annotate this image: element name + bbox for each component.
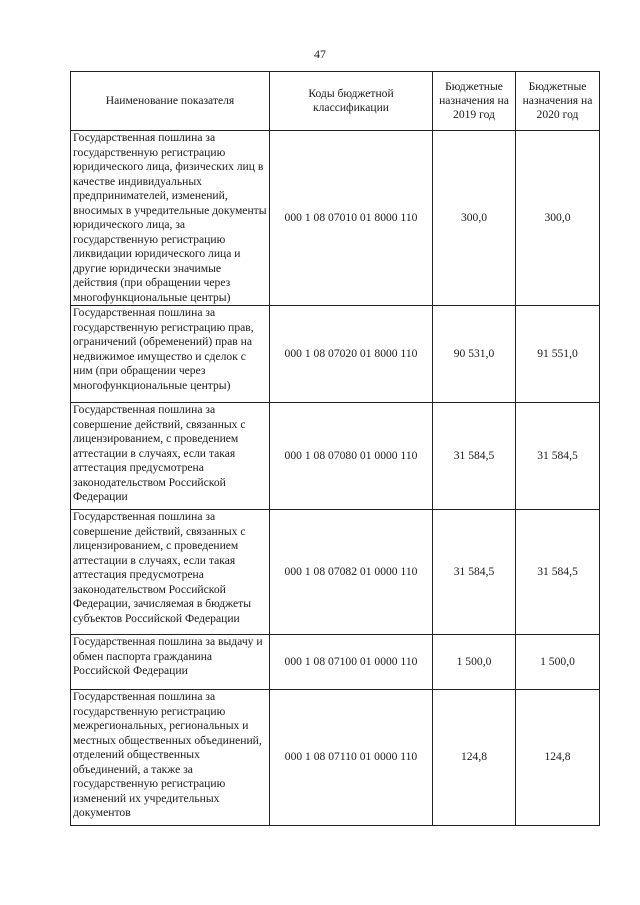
budget-code: 000 1 08 07110 01 0000 110 (270, 690, 433, 826)
header-budget-2019: Бюджетные назначения на 2019 год (433, 72, 516, 131)
header-indicator-name: Наименование показателя (71, 72, 270, 131)
budget-code: 000 1 08 07082 01 0000 110 (270, 510, 433, 635)
value-2019: 1 500,0 (433, 635, 516, 690)
table-row (71, 635, 600, 690)
page-number: 47 (314, 47, 326, 61)
indicator-name: Государственная пошлина за государственную регистрацию межрегиональных, региональных и местных общественных объединений, отделений общественных объединений, а также за государственную регистрацию изменений их учредительных документов (71, 690, 270, 826)
value-2019: 31 584,5 (433, 403, 516, 510)
budget-table (70, 71, 600, 826)
table-row (71, 403, 600, 510)
header-budget-code: Коды бюджетной классификации (270, 72, 433, 131)
indicator-name: Государственная пошлина за государственную регистрацию прав, ограничений (обременений) прав на недвижимое имущество и сделок с ним (при обращении через многофункциональные центры) (71, 306, 270, 403)
indicator-name: Государственная пошлина за совершение действий, связанных с лицензированием, с проведением аттестации в случаях, если такая аттестация предусмотрена законодательством Российской Федерации, зачисляемая в бюджеты субъектов Российской Федерации (71, 510, 270, 635)
value-2020: 1 500,0 (516, 635, 600, 690)
budget-code: 000 1 08 07010 01 8000 110 (270, 131, 433, 306)
indicator-name: Государственная пошлина за совершение действий, связанных с лицензированием, с проведением аттестации в случаях, если такая аттестация предусмотрена законодательством Российской Федерации (71, 403, 270, 510)
table-row (71, 690, 600, 826)
budget-code: 000 1 08 07100 01 0000 110 (270, 635, 433, 690)
budget-code: 000 1 08 07020 01 8000 110 (270, 306, 433, 403)
value-2020: 124,8 (516, 690, 600, 826)
table-row (71, 306, 600, 403)
value-2020: 300,0 (516, 131, 600, 306)
value-2020: 91 551,0 (516, 306, 600, 403)
table-row (71, 510, 600, 635)
budget-code: 000 1 08 07080 01 0000 110 (270, 403, 433, 510)
value-2019: 31 584,5 (433, 510, 516, 635)
table-header-row (71, 72, 600, 131)
indicator-name: Государственная пошлина за государственную регистрацию юридического лица, физических лиц в качестве индивидуальных предпринимателей, изменений, вносимых в учредительные документы юридического лица, за государственную регистрацию ликвидации юридического лица и другие юридически значимые действия (при обращении через многофункциональные центры) (71, 131, 270, 306)
value-2019: 124,8 (433, 690, 516, 826)
header-budget-2020: Бюджетные назначения на 2020 год (516, 72, 600, 131)
value-2020: 31 584,5 (516, 403, 600, 510)
value-2020: 31 584,5 (516, 510, 600, 635)
table-row (71, 131, 600, 306)
value-2019: 90 531,0 (433, 306, 516, 403)
value-2019: 300,0 (433, 131, 516, 306)
indicator-name: Государственная пошлина за выдачу и обмен паспорта гражданина Российской Федерации (71, 635, 270, 690)
